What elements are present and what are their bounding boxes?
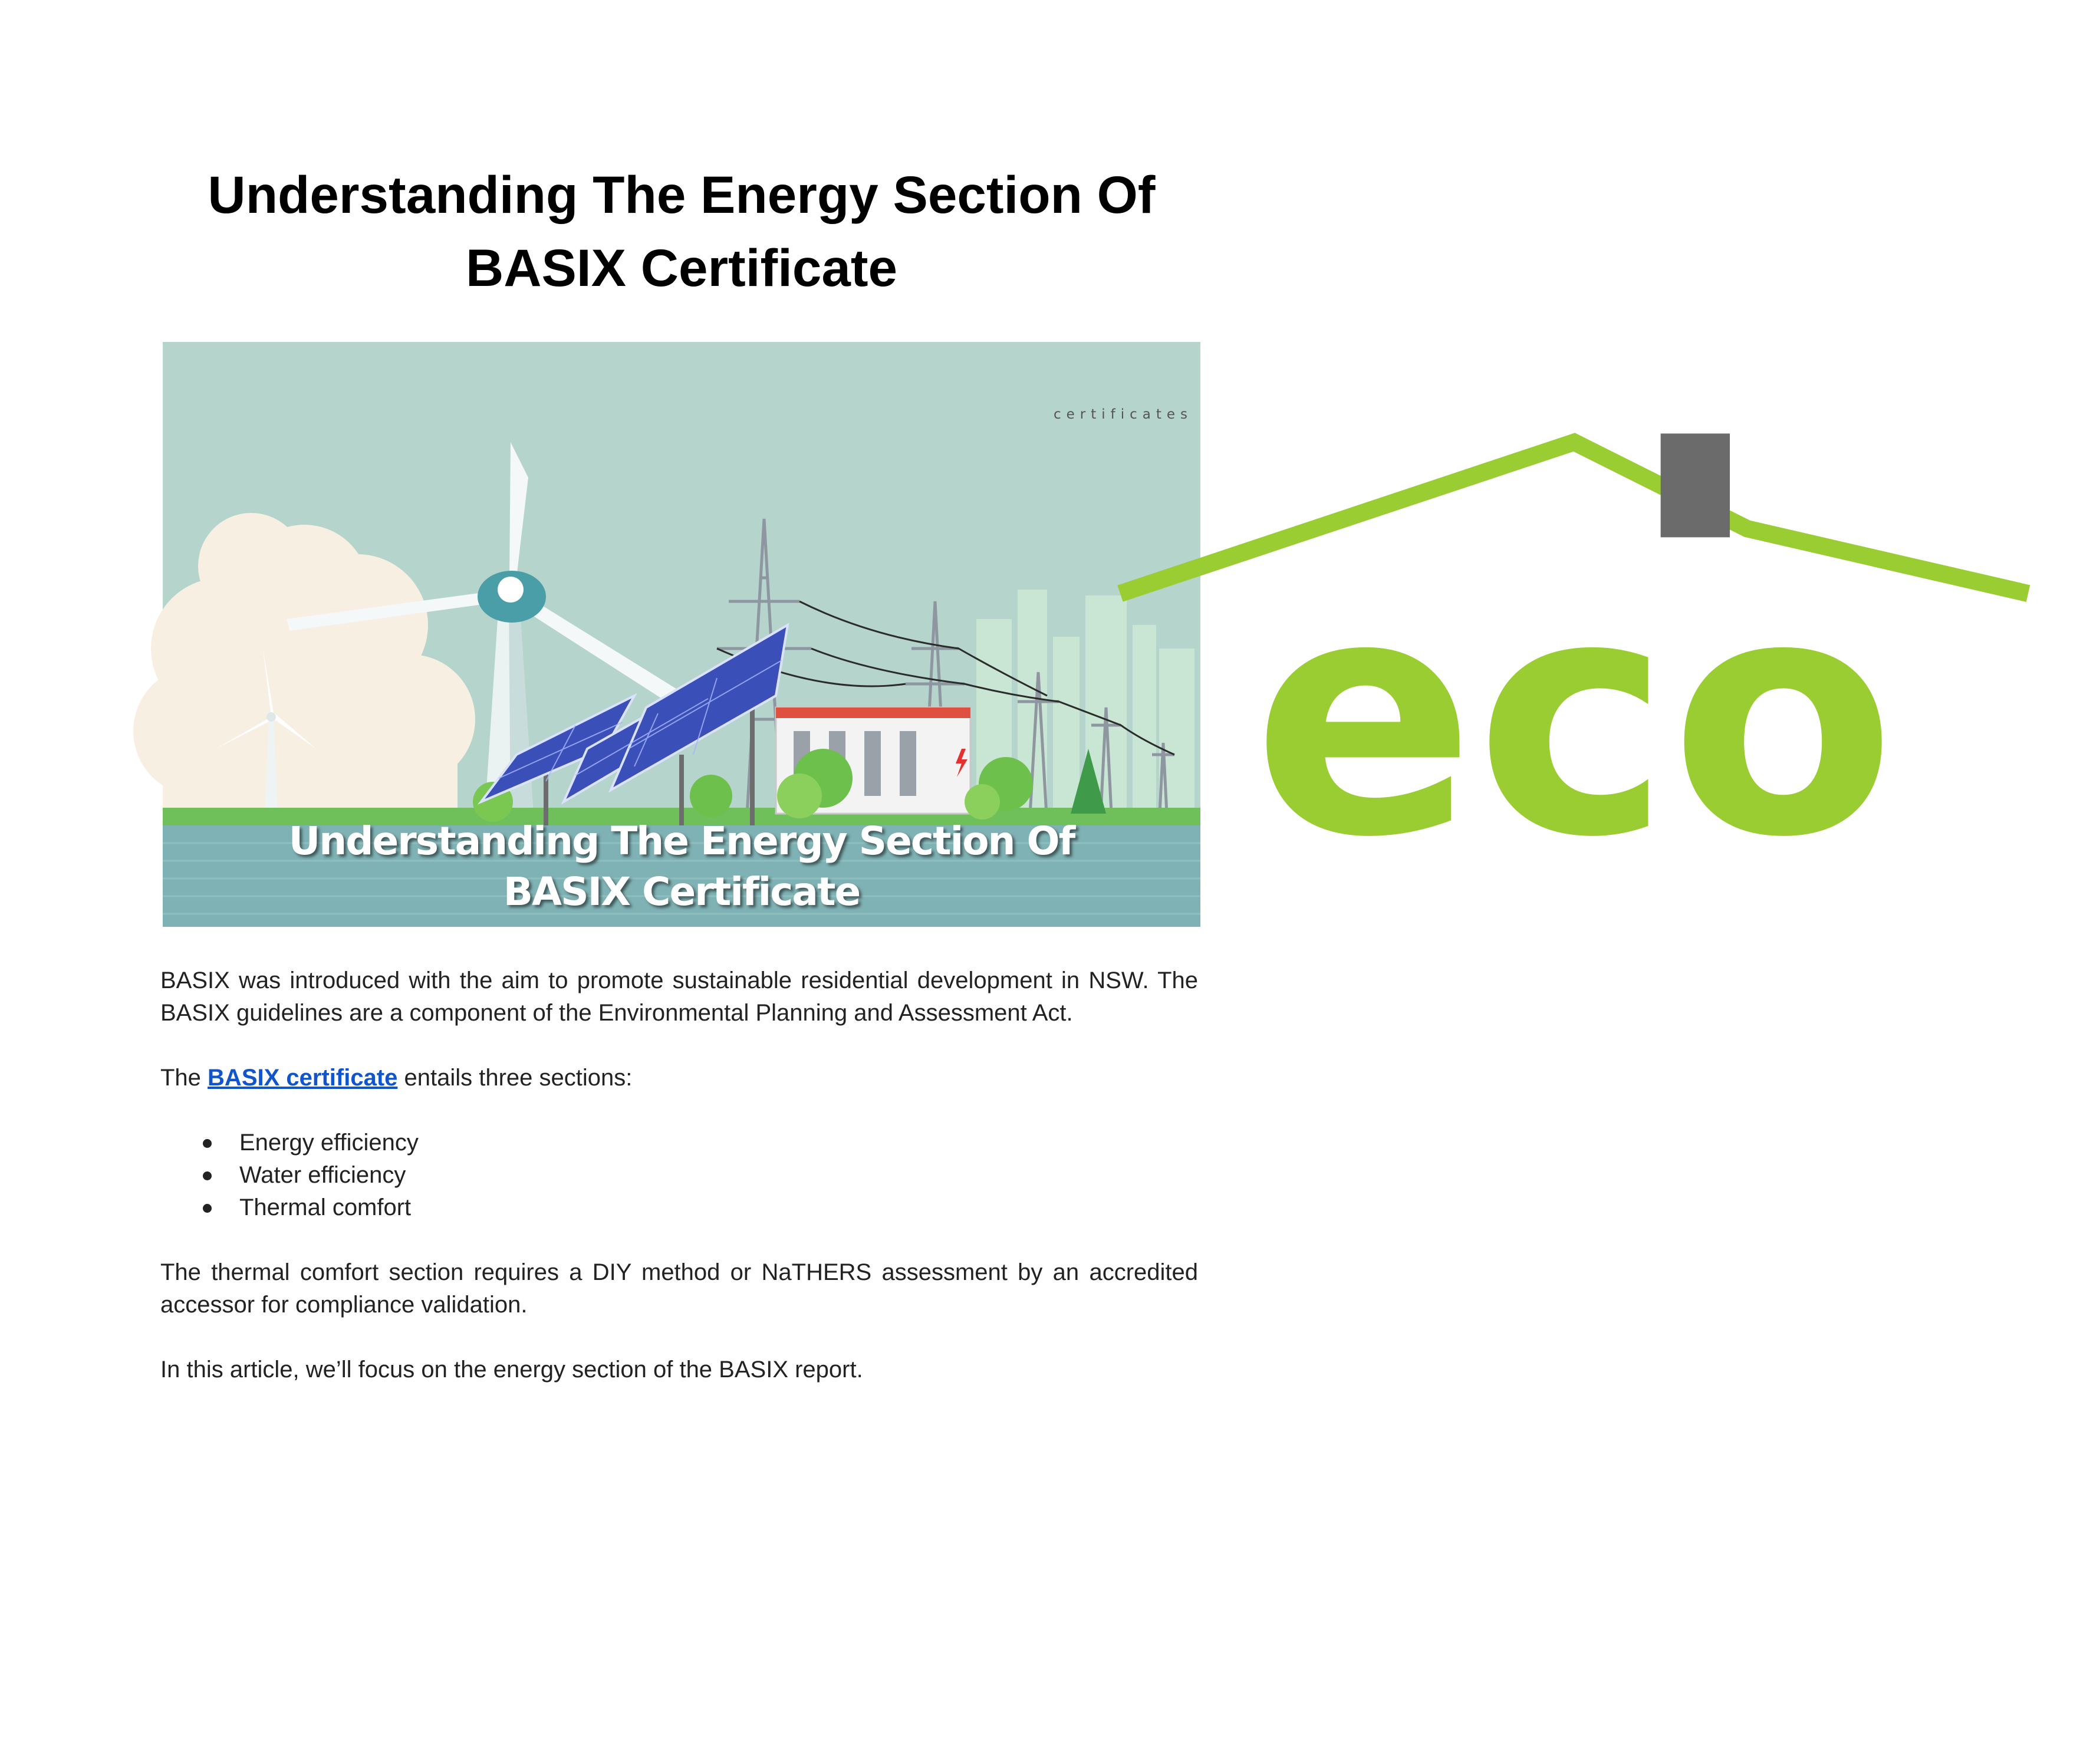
article-body — [160, 965, 1198, 1419]
logo-tagline: certificates — [1053, 407, 1193, 422]
hero-caption-line-1: Understanding The Energy Section Of — [288, 818, 1075, 864]
sections-intro-prefix: The — [160, 1065, 208, 1091]
list-item: Thermal comfort — [160, 1192, 1198, 1224]
intro-paragraph: BASIX was introduced with the aim to promote sustainable residential development in NSW. The BASIX guidelines are a component of the Environmental Planning and Assessment Act. — [160, 967, 1198, 1026]
thermal-comfort-paragraph: The thermal comfort section requires a DIY method or NaTHERS assessment by an accredited accessor for compliance validation. — [160, 1259, 1198, 1318]
sections-intro-suffix: entails three sections: — [397, 1065, 633, 1091]
sections-list — [160, 1127, 1198, 1224]
page-title: Understanding The Energy Section Of BASIX Certificate — [208, 165, 1156, 297]
list-item: Water efficiency — [160, 1159, 1198, 1192]
basix-certificate-link[interactable]: BASIX certificate — [208, 1065, 398, 1091]
logo-wordmark: eco — [1252, 527, 1896, 909]
sections-intro-paragraph — [160, 1062, 1198, 1094]
logo-mark — [1055, 344, 2093, 929]
hero-caption — [163, 816, 1200, 917]
focus-paragraph: In this article, we’ll focus on the energy section of the BASIX report. — [160, 1357, 863, 1383]
hero-caption-line-2: BASIX Certificate — [503, 869, 860, 914]
list-item: Energy efficiency — [160, 1127, 1198, 1159]
eco-certificates-logo — [1049, 344, 1896, 909]
hero-image — [163, 342, 1896, 927]
